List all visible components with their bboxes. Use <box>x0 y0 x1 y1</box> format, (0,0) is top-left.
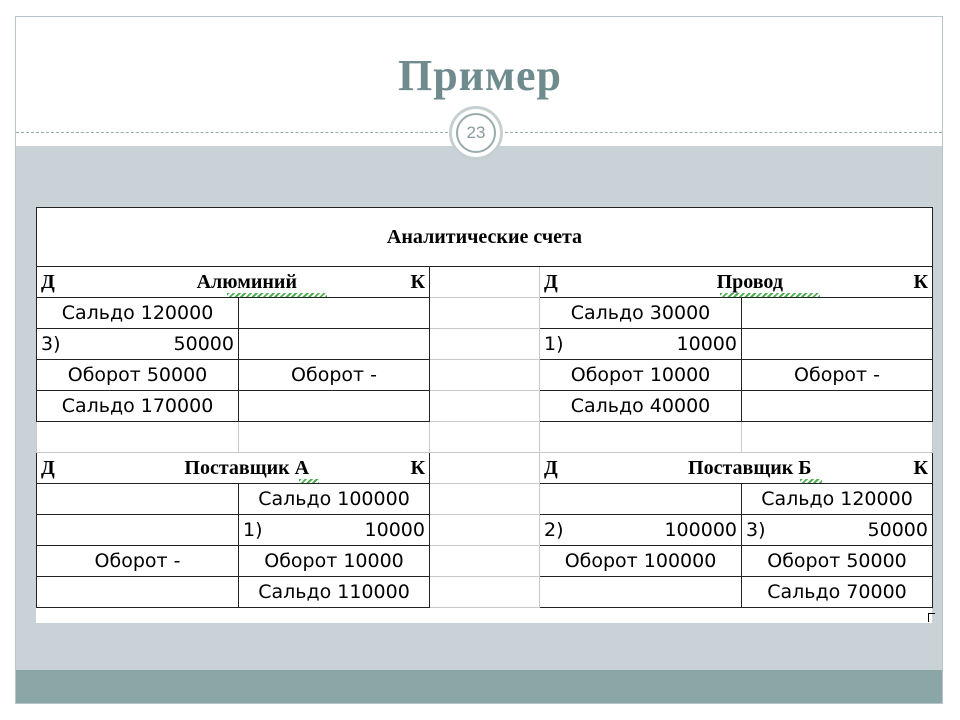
credit-cell: Сальдо 70000 <box>742 577 933 608</box>
debit-label: Д <box>41 456 55 479</box>
debit-cell <box>540 515 742 546</box>
corner-mark <box>928 613 935 622</box>
gap-cell <box>430 298 540 329</box>
debit-cell: Сальдо 30000 <box>540 298 742 329</box>
credit-cell <box>742 515 933 546</box>
credit-cell: Оборот 50000 <box>742 546 933 577</box>
debit-cell: Сальдо 40000 <box>540 391 742 422</box>
entry-number: 3) <box>41 333 61 355</box>
debit-label: Д <box>544 456 558 479</box>
gap-cell <box>430 577 540 608</box>
debit-cell <box>37 577 239 608</box>
account-name: Провод <box>716 270 783 293</box>
credit-label: К <box>913 270 928 293</box>
table-row <box>37 453 933 484</box>
page-number-badge <box>448 105 510 159</box>
debit-cell <box>540 577 742 608</box>
empty-cell <box>239 422 430 453</box>
account-header-supplier-a <box>37 453 430 484</box>
table-row <box>37 515 933 546</box>
credit-cell <box>742 329 933 360</box>
account-name: Поставщик А <box>184 456 310 479</box>
credit-cell: Оборот - <box>239 360 430 391</box>
entry-amount: 50000 <box>867 519 928 541</box>
entry-number: 1) <box>243 519 263 541</box>
accounts-table-image <box>36 207 932 623</box>
table-row <box>37 329 933 360</box>
debit-cell <box>540 329 742 360</box>
account-name: Поставщик Б <box>688 456 812 479</box>
empty-cell <box>540 422 742 453</box>
empty-cell <box>742 422 933 453</box>
credit-cell: Оборот - <box>742 360 933 391</box>
table-row <box>37 267 933 298</box>
table-row <box>37 484 933 515</box>
gap-cell <box>430 546 540 577</box>
credit-cell <box>742 298 933 329</box>
debit-label: Д <box>544 270 558 293</box>
debit-cell: Сальдо 170000 <box>37 391 239 422</box>
debit-cell: Оборот 10000 <box>540 360 742 391</box>
table-row <box>37 298 933 329</box>
table-heading: Аналитические счета <box>37 208 933 267</box>
spellcheck-underline <box>227 293 327 297</box>
empty-cell <box>430 422 540 453</box>
debit-cell <box>37 329 239 360</box>
credit-label: К <box>410 456 425 479</box>
account-header-wire <box>540 267 933 298</box>
page-number: 23 <box>456 113 496 153</box>
entry-amount: 10000 <box>364 519 425 541</box>
credit-cell <box>239 298 430 329</box>
credit-cell: Сальдо 120000 <box>742 484 933 515</box>
debit-cell: Сальдо 120000 <box>37 298 239 329</box>
credit-cell: Сальдо 100000 <box>239 484 430 515</box>
gap-cell <box>430 360 540 391</box>
table-row <box>37 577 933 608</box>
accounts-table <box>36 207 933 608</box>
table-row <box>37 360 933 391</box>
debit-cell <box>37 515 239 546</box>
page-title: Пример <box>397 51 563 100</box>
gap-cell <box>430 453 540 484</box>
debit-cell: Оборот 100000 <box>540 546 742 577</box>
entry-number: 1) <box>544 333 564 355</box>
debit-cell <box>37 484 239 515</box>
entry-amount: 10000 <box>676 333 737 355</box>
account-name: Алюминий <box>196 270 297 293</box>
entry-amount: 50000 <box>173 333 234 355</box>
entry-amount: 100000 <box>664 519 737 541</box>
gap-cell <box>430 267 540 298</box>
account-header-supplier-b <box>540 453 933 484</box>
bottom-bar <box>16 670 942 703</box>
credit-label: К <box>913 456 928 479</box>
credit-cell <box>239 391 430 422</box>
gap-cell <box>430 329 540 360</box>
credit-cell <box>239 515 430 546</box>
spellcheck-underline <box>800 479 822 483</box>
empty-cell <box>37 422 239 453</box>
debit-cell: Оборот 50000 <box>37 360 239 391</box>
table-row <box>37 546 933 577</box>
entry-number: 2) <box>544 519 564 541</box>
gap-cell <box>430 391 540 422</box>
credit-cell <box>742 391 933 422</box>
credit-label: К <box>410 270 425 293</box>
table-row <box>37 422 933 453</box>
gap-cell <box>430 484 540 515</box>
credit-cell: Сальдо 110000 <box>239 577 430 608</box>
table-row <box>37 391 933 422</box>
spellcheck-underline <box>299 479 319 483</box>
account-header-aluminium <box>37 267 430 298</box>
debit-cell: Оборот - <box>37 546 239 577</box>
credit-cell <box>239 329 430 360</box>
debit-cell <box>540 484 742 515</box>
gap-cell <box>430 515 540 546</box>
debit-label: Д <box>41 270 55 293</box>
entry-number: 3) <box>746 519 766 541</box>
credit-cell: Оборот 10000 <box>239 546 430 577</box>
spellcheck-underline <box>720 293 820 297</box>
